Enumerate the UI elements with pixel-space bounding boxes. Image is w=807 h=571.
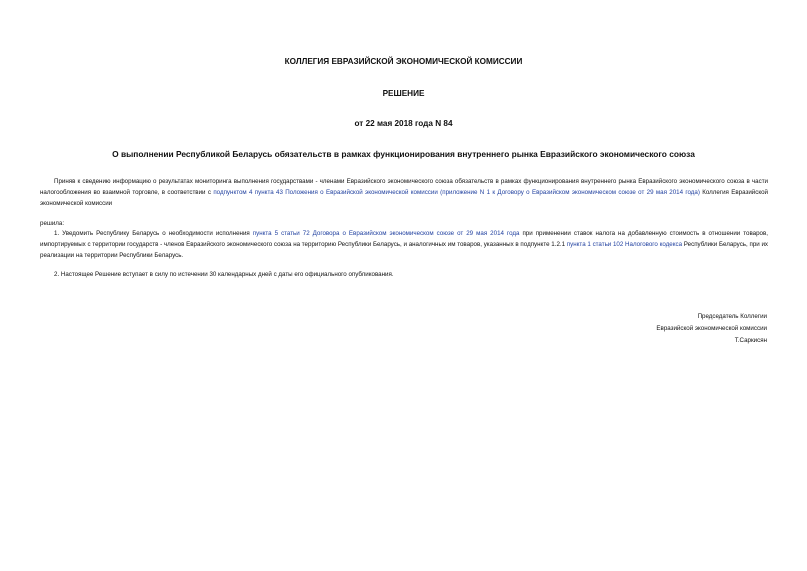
item-1-link-treaty-article[interactable]: пункта 5 статьи 72 Договора о Евразийском экономическом союзе от 29 мая 2014 года <box>252 230 520 237</box>
resolved-label: решила: <box>40 220 65 227</box>
preamble-text-1: Приняв к сведению информацию о результатах мониторинга выполнения государствами - членами Евразийского экономического союза обязательств в рамках функционирования внутреннего рынка Евразийского экономического союза в части налогообложения во взаимной торговле, в соответствии с <box>40 178 768 196</box>
preamble-paragraph <box>40 176 768 209</box>
signature-title-line: Председатель Коллегии <box>697 313 767 320</box>
document-title: О выполнении Республикой Беларусь обязательств в рамках функционирования внутреннего рынка Евразийского экономического союза <box>112 149 695 159</box>
signature-block <box>467 311 767 347</box>
preamble-link-regulation[interactable]: подпунктом 4 пункта 43 Положения о Евразийской экономической комиссии <box>213 189 438 196</box>
signature-organization-line: Евразийской экономической комиссии <box>656 325 767 332</box>
signature-name: Т.Саркисян <box>734 337 767 344</box>
item-1-paragraph <box>40 228 768 261</box>
item-2-paragraph: 2. Настоящее Решение вступает в силу по истечении 30 календарных дней с даты его официального опубликования. <box>54 271 394 278</box>
document-date-number: от 22 мая 2018 года N 84 <box>354 119 453 128</box>
item-1-text-1: 1. Уведомить Республику Беларусь о необходимости исполнения <box>54 230 253 237</box>
document-type-heading: РЕШЕНИЕ <box>382 89 425 98</box>
preamble-link-treaty-annex[interactable]: (приложение N 1 к Договору о Евразийском экономическом союзе от 29 мая 2014 года) <box>440 189 700 196</box>
item-1-text-2: при применении ставок налога на добавленную стоимость в отношении товаров, импортируемых с территории государств - членов Евразийского экономического союза на территорию Республики Беларусь, и аналогичных им товаров, указанных в подпункте 1.2.1 <box>40 230 768 248</box>
item-1-link-tax-code[interactable]: пункта 1 статьи 102 Налогового кодекса <box>566 241 683 248</box>
preamble-text-3: Коллегия Евразийской экономической комиссии <box>40 189 768 207</box>
organization-heading: КОЛЛЕГИЯ ЕВРАЗИЙСКОЙ ЭКОНОМИЧЕСКОЙ КОМИССИИ <box>284 57 523 66</box>
item-1-text-3: Республики Беларусь, при их реализации на территории Республики Беларусь. <box>40 241 769 259</box>
